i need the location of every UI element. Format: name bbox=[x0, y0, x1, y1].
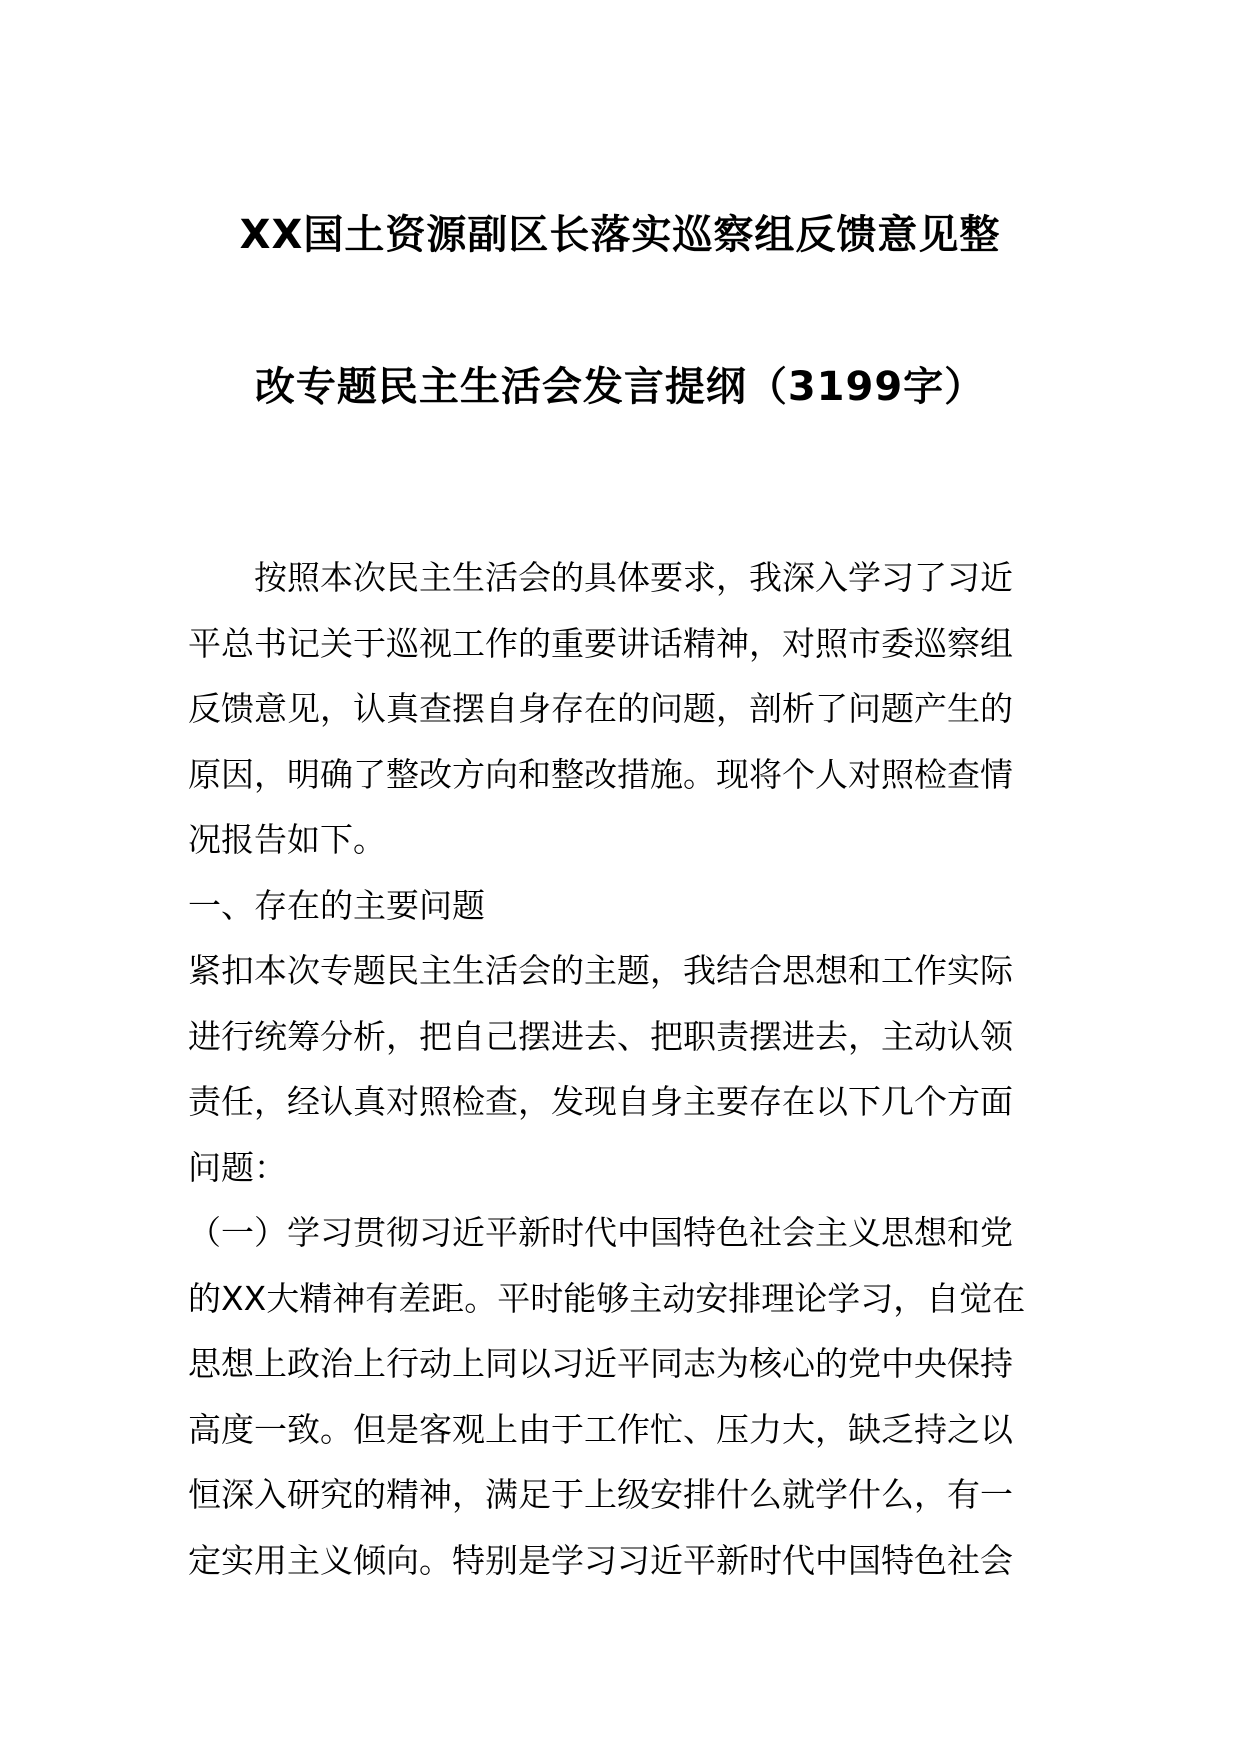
body-line: 原因，明确了整改方向和整改措施。现将个人对照检查情 bbox=[188, 754, 1013, 794]
document-body bbox=[188, 545, 1058, 1593]
body-line: 的XX大精神有差距。平时能够主动安排理论学习，自觉在 bbox=[188, 1278, 1026, 1318]
body-line: 进行统筹分析，把自己摆进去、把职责摆进去，主动认领 bbox=[188, 1016, 1013, 1056]
subsection-line: （一）学习贯彻习近平新时代中国特色社会主义思想和党 bbox=[188, 1213, 1013, 1252]
section-heading: 一、存在的主要问题 bbox=[188, 885, 485, 925]
body-line: 高度一致。但是客观上由于工作忙、压力大，缺乏持之以 bbox=[188, 1409, 1013, 1449]
body-line: 问题： bbox=[188, 1147, 287, 1187]
body-line: 思想上政治上行动上同以习近平同志为核心的党中央保持 bbox=[188, 1344, 1013, 1383]
body-line: 定实用主义倾向。特别是学习习近平新时代中国特色社会 bbox=[188, 1540, 1013, 1580]
body-line: 反馈意见，认真查摆自身存在的问题，剖析了问题产生的 bbox=[188, 689, 1013, 728]
body-line: 按照本次民主生活会的具体要求，我深入学习了习近 bbox=[254, 558, 1013, 597]
body-line: 紧扣本次专题民主生活会的主题，我结合思想和工作实际 bbox=[188, 951, 1013, 990]
body-line: 责任，经认真对照检查，发现自身主要存在以下几个方面 bbox=[188, 1082, 1013, 1121]
body-line: 恒深入研究的精神，满足于上级安排什么就学什么，有一 bbox=[188, 1475, 1013, 1514]
body-line: 况报告如下。 bbox=[188, 820, 386, 859]
body-line: 平总书记关于巡视工作的重要讲话精神，对照市委巡察组 bbox=[188, 623, 1013, 663]
document-title-line-1: XX国土资源副区长落实巡察组反馈意见整 bbox=[239, 212, 1001, 258]
document-title-line-2: 改专题民主生活会发言提纲（3199字） bbox=[254, 364, 986, 410]
